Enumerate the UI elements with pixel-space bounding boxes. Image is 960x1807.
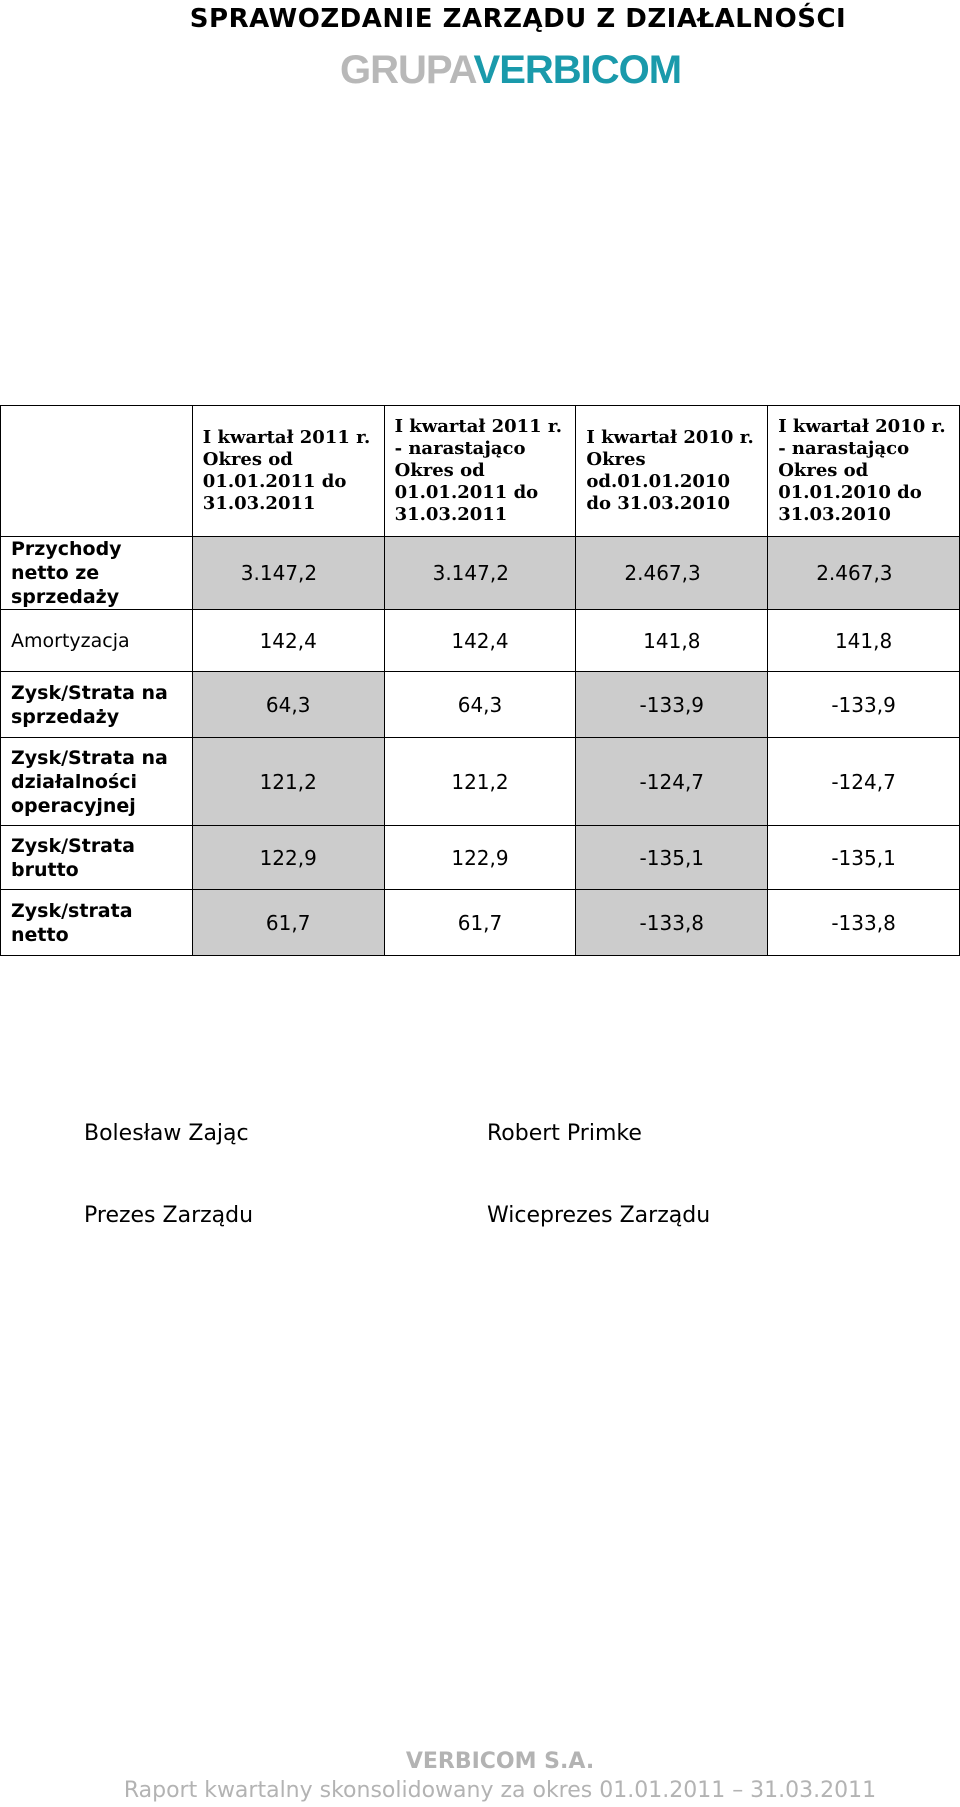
row-label: Przychody netto ze sprzedaży xyxy=(1,537,193,610)
table-cell: -124,7 xyxy=(768,738,960,826)
footer-company: VERBICOM S.A. xyxy=(405,1749,595,1774)
table-cell: 121,2 xyxy=(192,738,384,826)
table-cell: -124,7 xyxy=(576,738,768,826)
table-cell: -135,1 xyxy=(576,826,768,890)
table-cell: 121,2 xyxy=(384,738,576,826)
table-cell: 2.467,3 xyxy=(768,537,960,610)
table-cell: -133,8 xyxy=(768,890,960,956)
header-corner-cell xyxy=(1,406,193,537)
financial-results-table xyxy=(0,405,960,956)
table-cell: 64,3 xyxy=(384,672,576,738)
table-row xyxy=(1,537,960,610)
table-row xyxy=(1,610,960,672)
table-cell: 122,9 xyxy=(384,826,576,890)
table-cell: 61,7 xyxy=(192,890,384,956)
table-cell: -133,9 xyxy=(576,672,768,738)
signatory-name: Bolesław Zając xyxy=(84,1121,249,1146)
table-cell: 3.147,2 xyxy=(384,537,576,610)
table-header-row xyxy=(1,406,960,537)
table-row xyxy=(1,672,960,738)
column-header: I kwartał 2010 r. Okres od.01.01.2010 do 31.03.2010 xyxy=(576,406,768,537)
table-cell: 141,8 xyxy=(768,610,960,672)
row-label: Zysk/strata netto xyxy=(1,890,193,956)
footer-report-period: Raport kwartalny skonsolidowany za okres 01.01.2011 – 31.03.2011 xyxy=(123,1778,877,1803)
row-label: Zysk/Strata na sprzedaży xyxy=(1,672,193,738)
table-row xyxy=(1,738,960,826)
signatory-name: Robert Primke xyxy=(487,1121,642,1146)
logo-text-grupa: GRUPA xyxy=(340,48,474,92)
table-row xyxy=(1,826,960,890)
table-cell: 142,4 xyxy=(384,610,576,672)
table-cell: -133,8 xyxy=(576,890,768,956)
table-cell: 141,8 xyxy=(576,610,768,672)
row-label: Amortyzacja xyxy=(1,610,193,672)
table-cell: 122,9 xyxy=(192,826,384,890)
table-cell: 61,7 xyxy=(384,890,576,956)
table-cell: 64,3 xyxy=(192,672,384,738)
table-cell: -135,1 xyxy=(768,826,960,890)
table-row xyxy=(1,890,960,956)
table-cell: 3.147,2 xyxy=(192,537,384,610)
column-header: I kwartał 2011 r. - narastająco Okres od 01.01.2011 do 31.03.2011 xyxy=(384,406,576,537)
table-cell: 2.467,3 xyxy=(576,537,768,610)
signatory-role: Wiceprezes Zarządu xyxy=(487,1203,711,1228)
column-header: I kwartał 2011 r. Okres od 01.01.2011 do 31.03.2011 xyxy=(192,406,384,537)
row-label: Zysk/Strata brutto xyxy=(1,826,193,890)
table-cell: 142,4 xyxy=(192,610,384,672)
logo-text-verbicom: VERBICOM xyxy=(473,48,682,92)
company-logo xyxy=(340,48,681,92)
row-label: Zysk/Strata na działalności operacyjnej xyxy=(1,738,193,826)
page-title: SPRAWOZDANIE ZARZĄDU Z DZIAŁALNOŚCI xyxy=(189,4,847,34)
column-header: I kwartał 2010 r. - narastająco Okres od 01.01.2010 do 31.03.2010 xyxy=(768,406,960,537)
signatory-role: Prezes Zarządu xyxy=(84,1203,254,1228)
table-cell: -133,9 xyxy=(768,672,960,738)
